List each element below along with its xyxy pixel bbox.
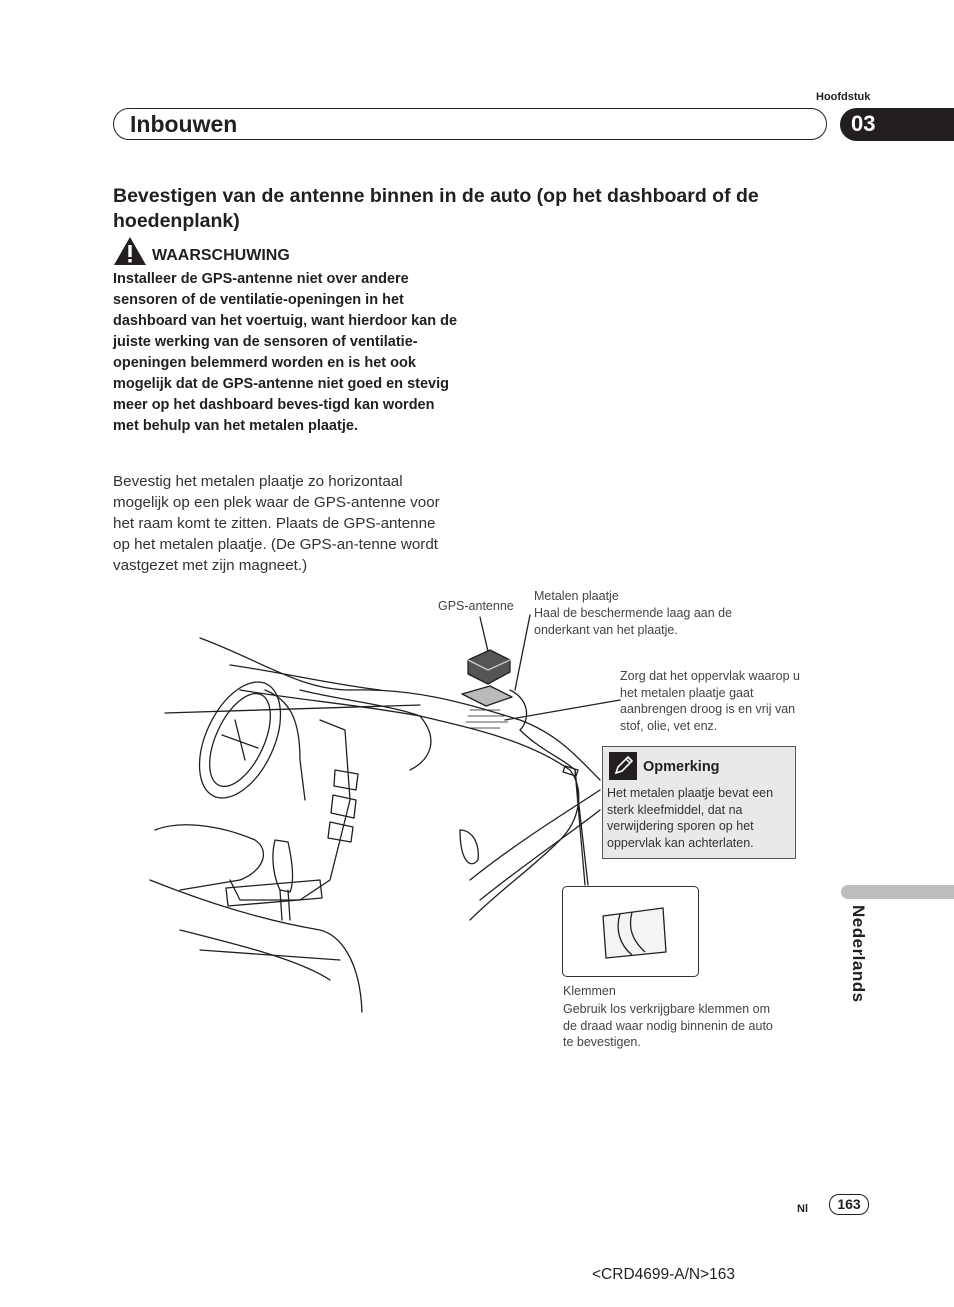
- chapter-label: Hoofdstuk: [816, 91, 871, 103]
- clamp-detail-box: [562, 886, 699, 977]
- metal-plate-label: Metalen plaatje: [534, 589, 619, 603]
- warning-text: Installeer de GPS-antenne niet over andere sensoren of de ventilatie-openingen in het dashboard van het voertuig, want hierdoor kan de juiste werking van de sensoren of ventilatie-openingen belemmerd worden en is het ook mogelijk dat de GPS-antenne niet goed en stevig meer op het dashboard beves-tigd kan worden met behulp van het metalen plaatje.: [113, 271, 458, 434]
- chapter-number: 03: [851, 111, 876, 136]
- language-label: Nederlands: [849, 905, 868, 1003]
- page-title: Inbouwen: [130, 111, 238, 137]
- note-title: Opmerking: [643, 759, 720, 775]
- clamp-label: Klemmen: [563, 984, 616, 998]
- pencil-note-icon: [609, 752, 637, 780]
- clamp-description: Gebruik los verkrijgbare klemmen om de draad waar nodig binnenin de auto te bevestigen.: [563, 1002, 773, 1049]
- language-code: Nl: [797, 1203, 808, 1215]
- section-title: Bevestigen van de antenne binnen in de auto (op het dashboard of de hoedenplank): [113, 185, 759, 232]
- note-text: Het metalen plaatje bevat een sterk kleefmiddel, dat na verwijdering sporen op het oppervlak kan achterlaten.: [607, 786, 774, 850]
- metal-plate-description: Haal de beschermende laag aan de onderkant van het plaatje.: [534, 606, 733, 637]
- document-code: <CRD4699-A/N>163: [592, 1266, 736, 1283]
- language-tab: [841, 885, 954, 899]
- gps-antenna-label: GPS-antenne: [438, 599, 514, 613]
- surface-instruction: Zorg dat het oppervlak waarop u het metalen plaatje gaat aanbrengen droog is en vrij van stof, olie, vet enz.: [620, 669, 800, 733]
- warning-title: WAARSCHUWING: [152, 247, 290, 264]
- page-number: 163: [829, 1194, 869, 1215]
- note-box: [602, 746, 796, 859]
- instruction-paragraph: Bevestig het metalen plaatje zo horizontaal mogelijk op een plek waar de GPS-antenne voor het raam komt te zitten. Plaats de GPS-antenne op het metalen plaatje. (De GPS-an-tenne wordt vastgezet met zijn magneet.): [113, 473, 440, 574]
